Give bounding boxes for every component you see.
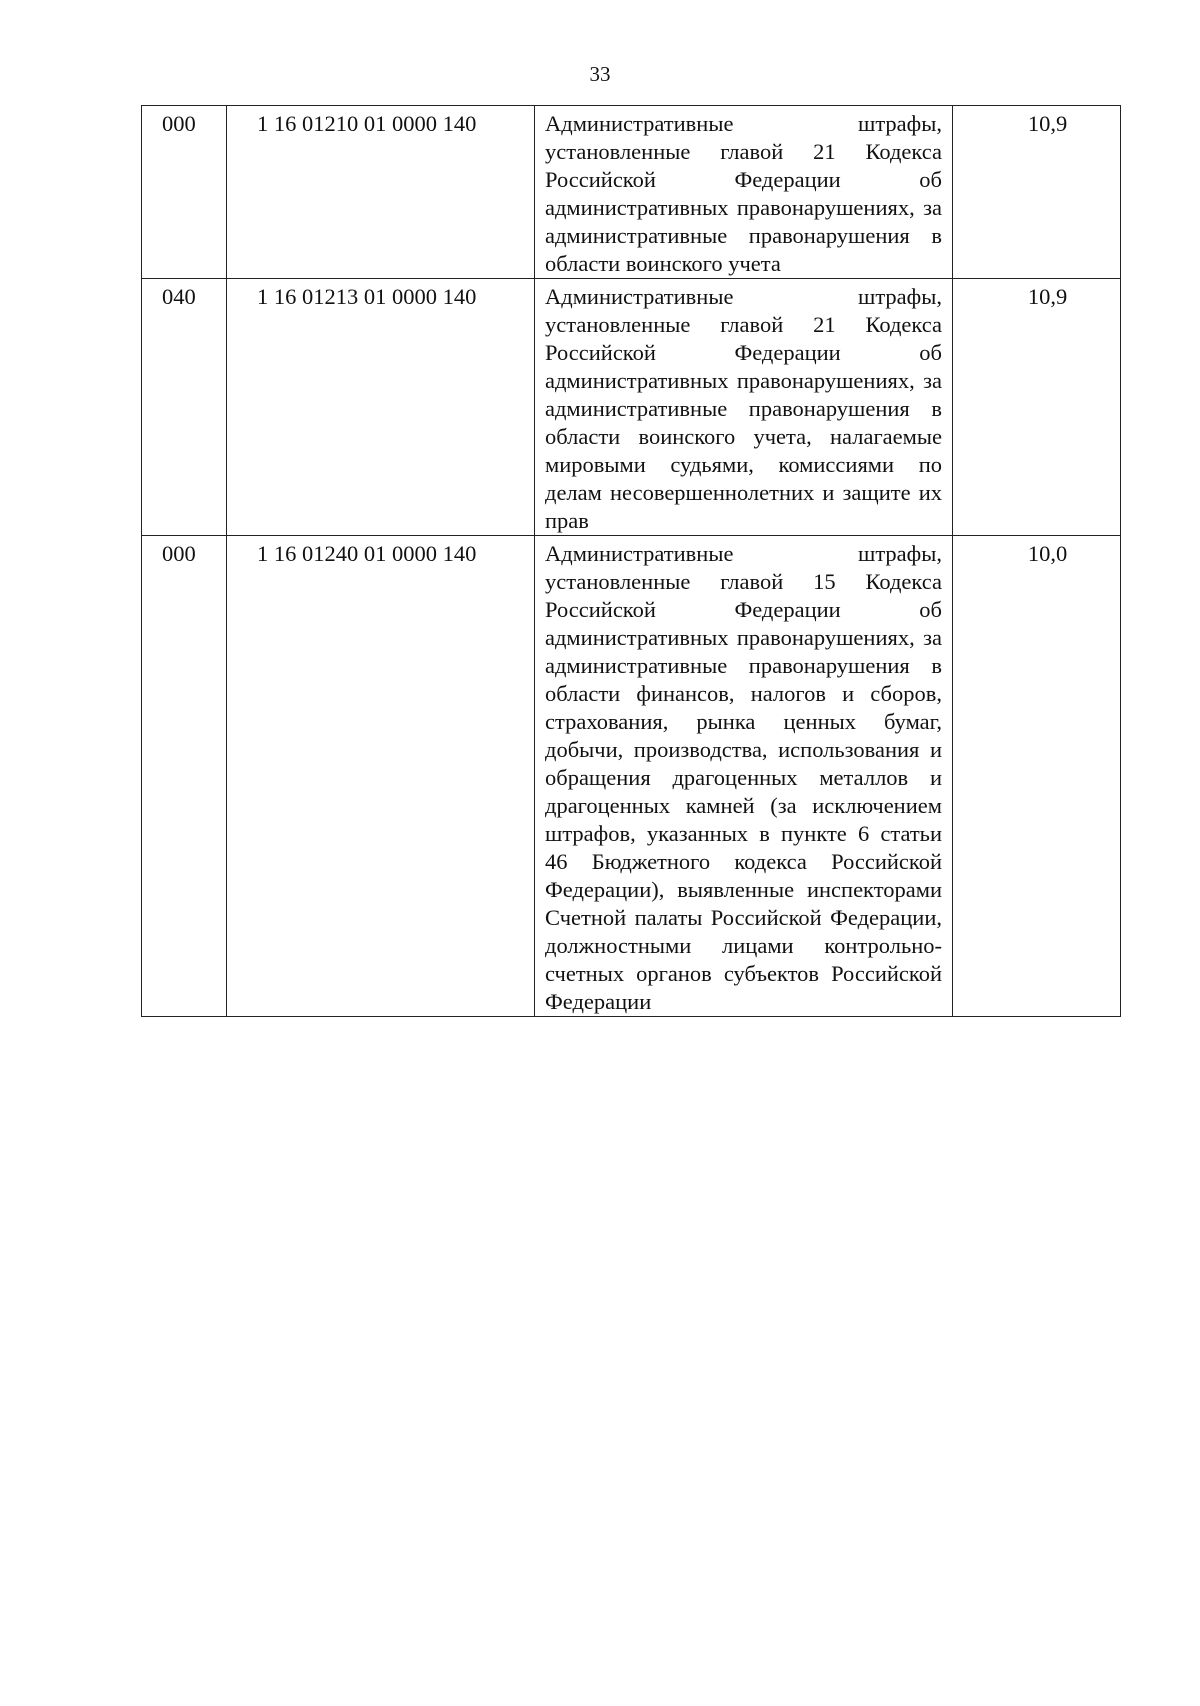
budget-revenue-table [141, 105, 1121, 1017]
budget-code-cell: 1 16 01210 01 0000 140 [227, 106, 535, 279]
amount-cell: 10,9 [953, 106, 1121, 279]
page-number: 33 [589, 62, 611, 86]
table-row [142, 106, 1121, 279]
admin-code-cell: 000 [142, 536, 227, 1017]
table-row [142, 536, 1121, 1017]
table-row [142, 279, 1121, 536]
description-cell: Административные штрафы, установленные главой 21 Кодекса Российской Федерации об административных правонарушениях, за административные правонарушения в области воинского учета, налагаемые мировыми судьями, комиссиями по делам несовершеннолетних и защите их прав [535, 279, 953, 536]
description-cell: Административные штрафы, установленные главой 21 Кодекса Российской Федерации об административных правонарушениях, за административные правонарушения в области воинского учета [535, 106, 953, 279]
amount-cell: 10,9 [953, 279, 1121, 536]
budget-code-cell: 1 16 01213 01 0000 140 [227, 279, 535, 536]
budget-code-cell: 1 16 01240 01 0000 140 [227, 536, 535, 1017]
admin-code-cell: 000 [142, 106, 227, 279]
description-cell: Административные штрафы, установленные главой 15 Кодекса Российской Федерации об административных правонарушениях, за административные правонарушения в области финансов, налогов и сборов, страхования, рынка ценных бумаг, добычи, производства, использования и обращения драгоценных металлов и драгоценных камней (за исключением штрафов, указанных в пункте 6 статьи 46 Бюджетного кодекса Российской Федерации), выявленные инспекторами Счетной палаты Российской Федерации, должностными лицами контрольно-счетных органов субъектов Российской Федерации [535, 536, 953, 1017]
amount-cell: 10,0 [953, 536, 1121, 1017]
admin-code-cell: 040 [142, 279, 227, 536]
